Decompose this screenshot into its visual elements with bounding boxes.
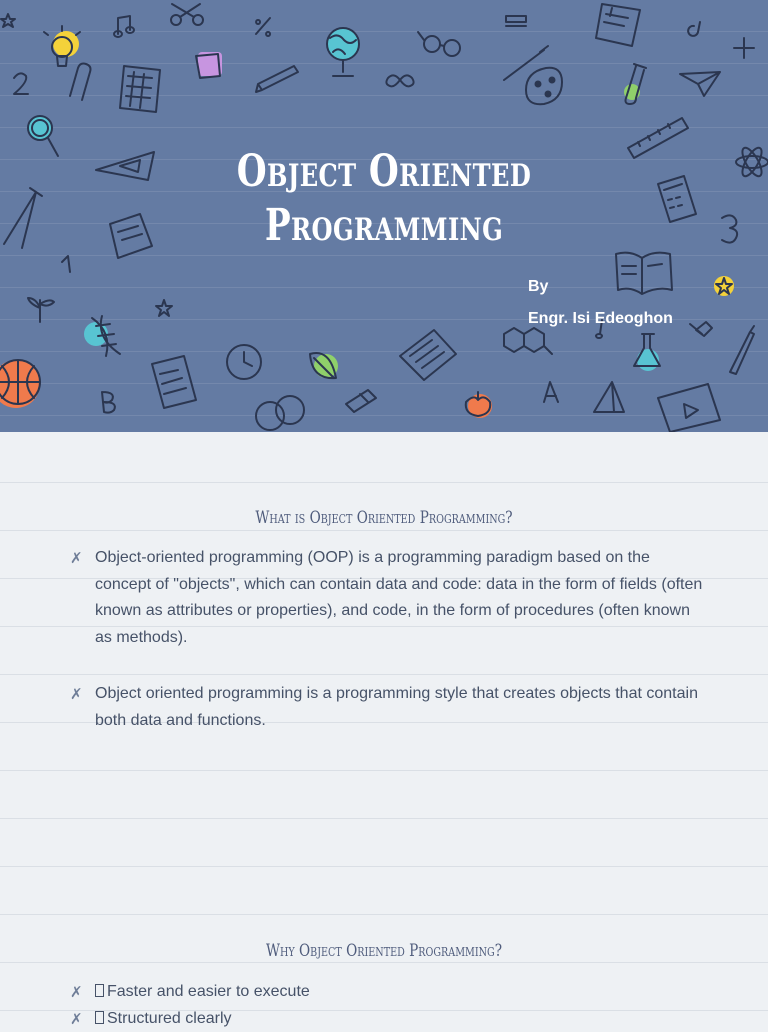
scissors-icon — [171, 4, 203, 25]
venn-icon — [256, 396, 304, 430]
brush-icon — [504, 46, 548, 80]
content-slide — [0, 432, 768, 1024]
list-item — [70, 979, 710, 1006]
pyramid-icon — [594, 382, 624, 412]
leaf-icon — [310, 353, 338, 378]
bullet-text: Object-oriented programming (OOP) is a programming paradigm based on the concept of "objects", which can contain data and code: data in the form of fields (often known as attributes or properties), and code, in the form of procedures (often known as methods). — [95, 549, 702, 646]
star-icon-2 — [156, 300, 172, 316]
bullet-mark-icon: ✗ — [70, 545, 83, 572]
notepad-icon — [400, 330, 456, 380]
percent-icon — [256, 18, 270, 36]
bullet-text: Faster and easier to execute — [107, 983, 310, 1000]
byline-author: Engr. Isi Edeoghon — [528, 308, 673, 340]
bullet-mark-icon: ✗ — [70, 681, 83, 708]
pin-icon — [690, 322, 712, 336]
video-tablet-icon — [658, 384, 720, 432]
sprout-icon — [28, 298, 54, 322]
section-heading-why: Why Object Oriented Programming? — [77, 941, 691, 961]
document-icon — [152, 356, 196, 408]
dna-icon — [84, 316, 120, 356]
notebook-icon — [596, 4, 640, 46]
eraser-icon — [346, 390, 376, 412]
test-tube-icon — [624, 64, 646, 104]
plus-icon — [734, 38, 754, 58]
compass-icon — [4, 188, 42, 248]
sticky-note-icon — [196, 52, 222, 78]
title-slide — [0, 0, 768, 432]
bullet-list-what — [70, 545, 710, 734]
byline-by: By — [528, 276, 673, 308]
missing-glyph-icon — [95, 984, 104, 997]
glasses-icon — [418, 32, 460, 56]
list-item — [70, 545, 710, 651]
magnifier-icon — [28, 116, 58, 156]
missing-glyph-icon — [95, 1011, 104, 1024]
letter-b-icon — [102, 392, 115, 413]
slide-title — [228, 145, 540, 253]
bullet-mark-icon: ✗ — [70, 1006, 83, 1032]
bullet-text: Object oriented programming is a programming style that creates objects that contain both data and functions. — [95, 685, 698, 729]
lightbulb-icon — [44, 26, 80, 66]
list-item — [70, 681, 710, 734]
byline — [528, 276, 673, 340]
section-heading-what: What is Object Oriented Programming? — [77, 508, 691, 528]
number-icon-1 — [62, 256, 70, 272]
ruler-icon — [628, 118, 688, 158]
calculator-icon — [120, 66, 160, 112]
globe-icon — [327, 28, 359, 76]
music-note-icon — [114, 16, 134, 37]
basketball-icon — [0, 360, 40, 408]
paperclip-icon — [70, 64, 91, 101]
pencil-icon — [256, 66, 298, 92]
apple-icon — [466, 392, 492, 418]
equals-icon — [506, 16, 526, 26]
infinity-icon — [386, 75, 413, 86]
star-icon — [1, 14, 15, 27]
paper-plane-icon — [680, 72, 720, 96]
atom-icon — [736, 145, 768, 179]
bullet-mark-icon: ✗ — [70, 979, 83, 1006]
bullet-list-why — [70, 979, 710, 1032]
slide-title-line1: Object Oriented — [228, 145, 540, 199]
calculator-icon-2 — [658, 176, 696, 222]
number-icon — [14, 73, 28, 94]
palette-icon — [526, 68, 562, 104]
paper-icon — [110, 214, 152, 258]
triangle-ruler-icon — [96, 152, 154, 180]
pen-icon — [730, 326, 754, 374]
letter-icon — [688, 22, 700, 36]
list-item — [70, 1006, 710, 1032]
letter-a-icon — [544, 382, 558, 402]
slide-title-line2: Programming — [228, 199, 540, 253]
bullet-text: Structured clearly — [107, 1010, 232, 1027]
clock-icon — [227, 345, 261, 379]
number-icon-3 — [722, 215, 737, 242]
star-badge-icon — [714, 276, 734, 296]
